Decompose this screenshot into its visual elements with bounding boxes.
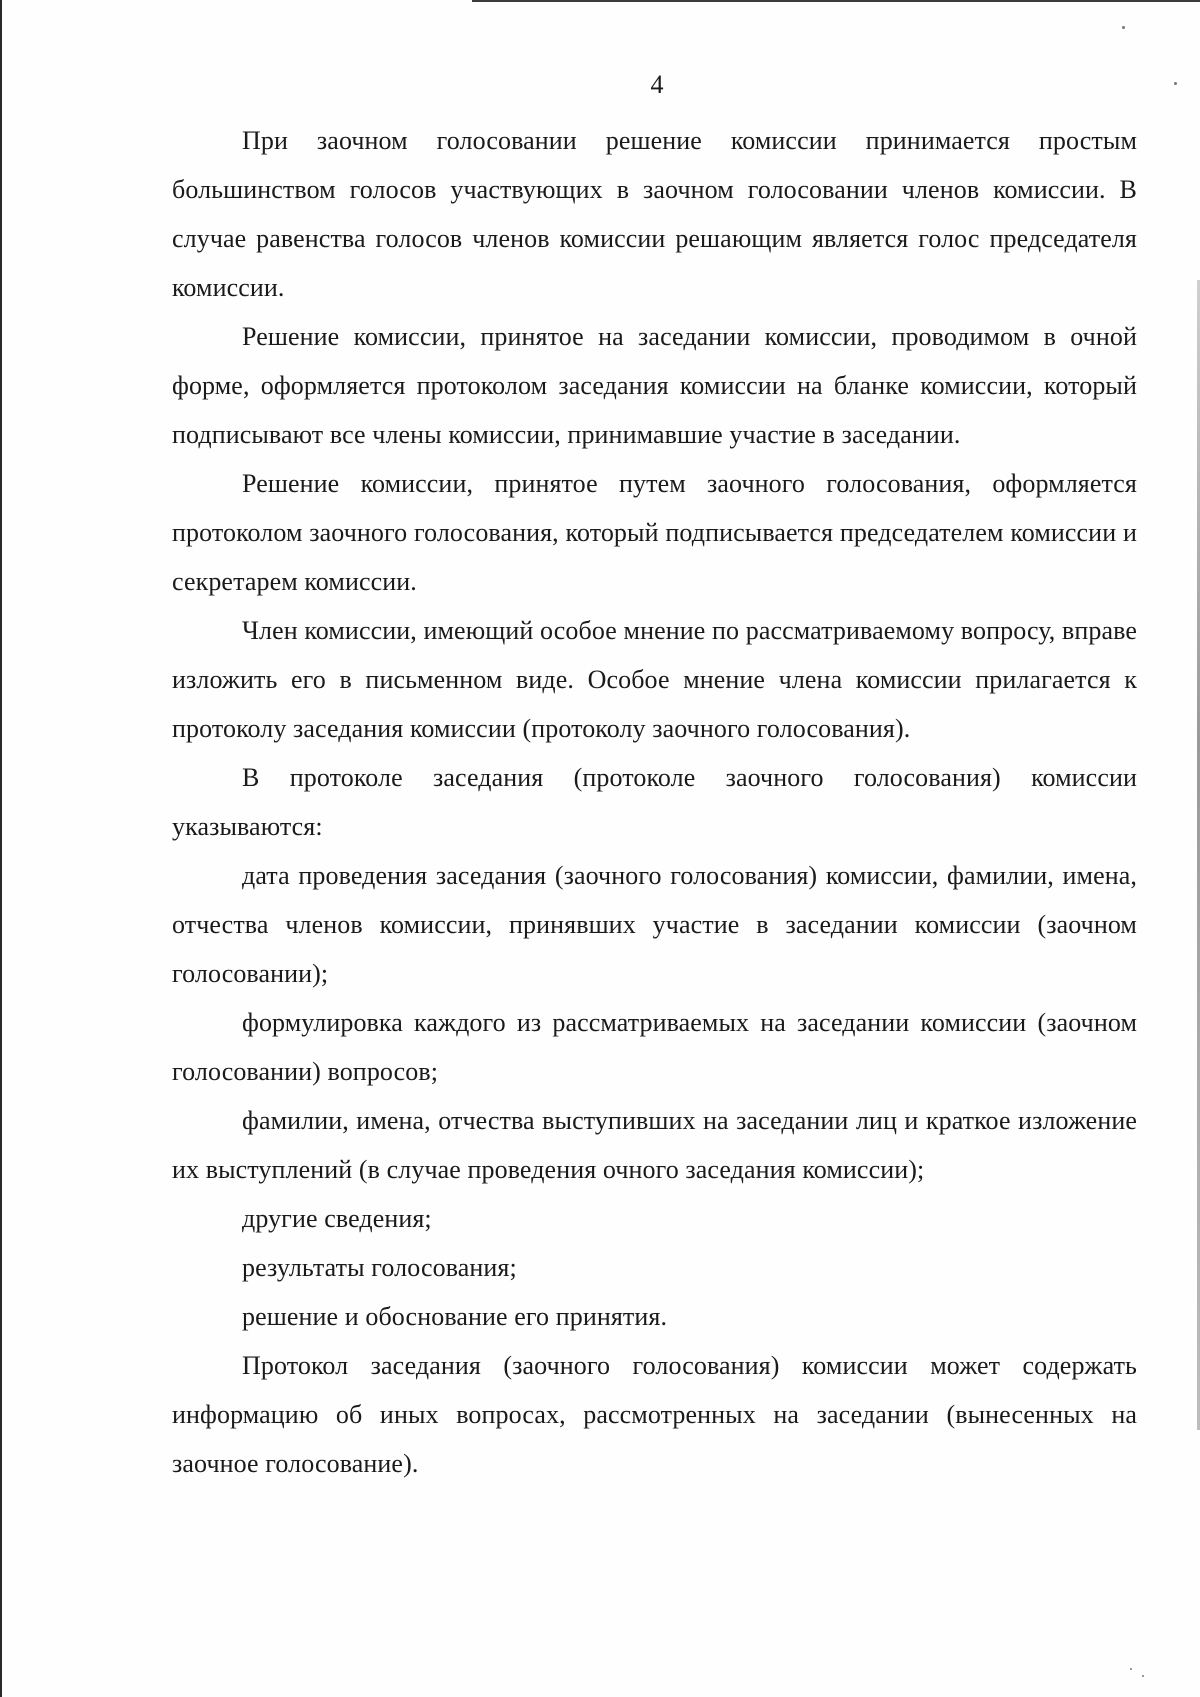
paragraph-protocol-contents-intro: В протоколе заседания (протоколе заочного голосования) комиссии указываются: bbox=[172, 763, 1137, 841]
scan-top-edge bbox=[472, 0, 1200, 2]
protocol-item-decision: решение и обоснование его принятия. bbox=[242, 1302, 668, 1331]
paragraph-absentee-protocol: Решение комиссии, принятое путем заочного голосования, оформляется протоколом заочного голосования, который подписывается председателем комиссии и секретарем комиссии. bbox=[172, 469, 1137, 596]
page-number: 4 bbox=[650, 70, 664, 99]
protocol-item-speakers: фамилии, имена, отчества выступивших на заседании лиц и краткое изложение их выступлений (в случае проведения очного заседания комиссии); bbox=[172, 1106, 1137, 1184]
paragraph-absentee-voting-decision: При заочном голосовании решение комиссии принимается простым большинством голосов участвующих в заочном голосовании членов комиссии. В случае равенства голосов членов комиссии решающим является голос председателя комиссии. bbox=[172, 126, 1137, 302]
paragraph-dissenting-opinion: Член комиссии, имеющий особое мнение по рассматриваемому вопросу, вправе изложить его в письменном виде. Особое мнение члена комиссии прилагается к протоколу заседания комиссии (протоколу заочного голосования). bbox=[172, 616, 1137, 743]
scan-speck bbox=[1142, 1675, 1144, 1677]
scan-speck bbox=[1122, 26, 1125, 29]
scan-speck bbox=[1130, 1668, 1132, 1670]
document-body bbox=[172, 116, 1137, 1488]
protocol-item-date-and-members: дата проведения заседания (заочного голосования) комиссии, фамилии, имена, отчества членов комиссии, принявших участие в заседании комиссии (заочном голосовании); bbox=[172, 861, 1137, 988]
protocol-item-questions: формулировка каждого из рассматриваемых на заседании комиссии (заочном голосовании) вопросов; bbox=[172, 1008, 1137, 1086]
protocol-item-other-info: другие сведения; bbox=[242, 1204, 432, 1233]
paragraph-closing: Протокол заседания (заочного голосования) комиссии может содержать информацию об иных вопросах, рассмотренных на заседании (вынесенных на заочное голосование). bbox=[172, 1351, 1137, 1478]
paragraph-meeting-protocol: Решение комиссии, принятое на заседании комиссии, проводимом в очной форме, оформляется протоколом заседания комиссии на бланке комиссии, который подписывают все члены комиссии, принимавшие участие в заседании. bbox=[172, 322, 1137, 449]
protocol-item-voting-results: результаты голосования; bbox=[242, 1253, 517, 1282]
